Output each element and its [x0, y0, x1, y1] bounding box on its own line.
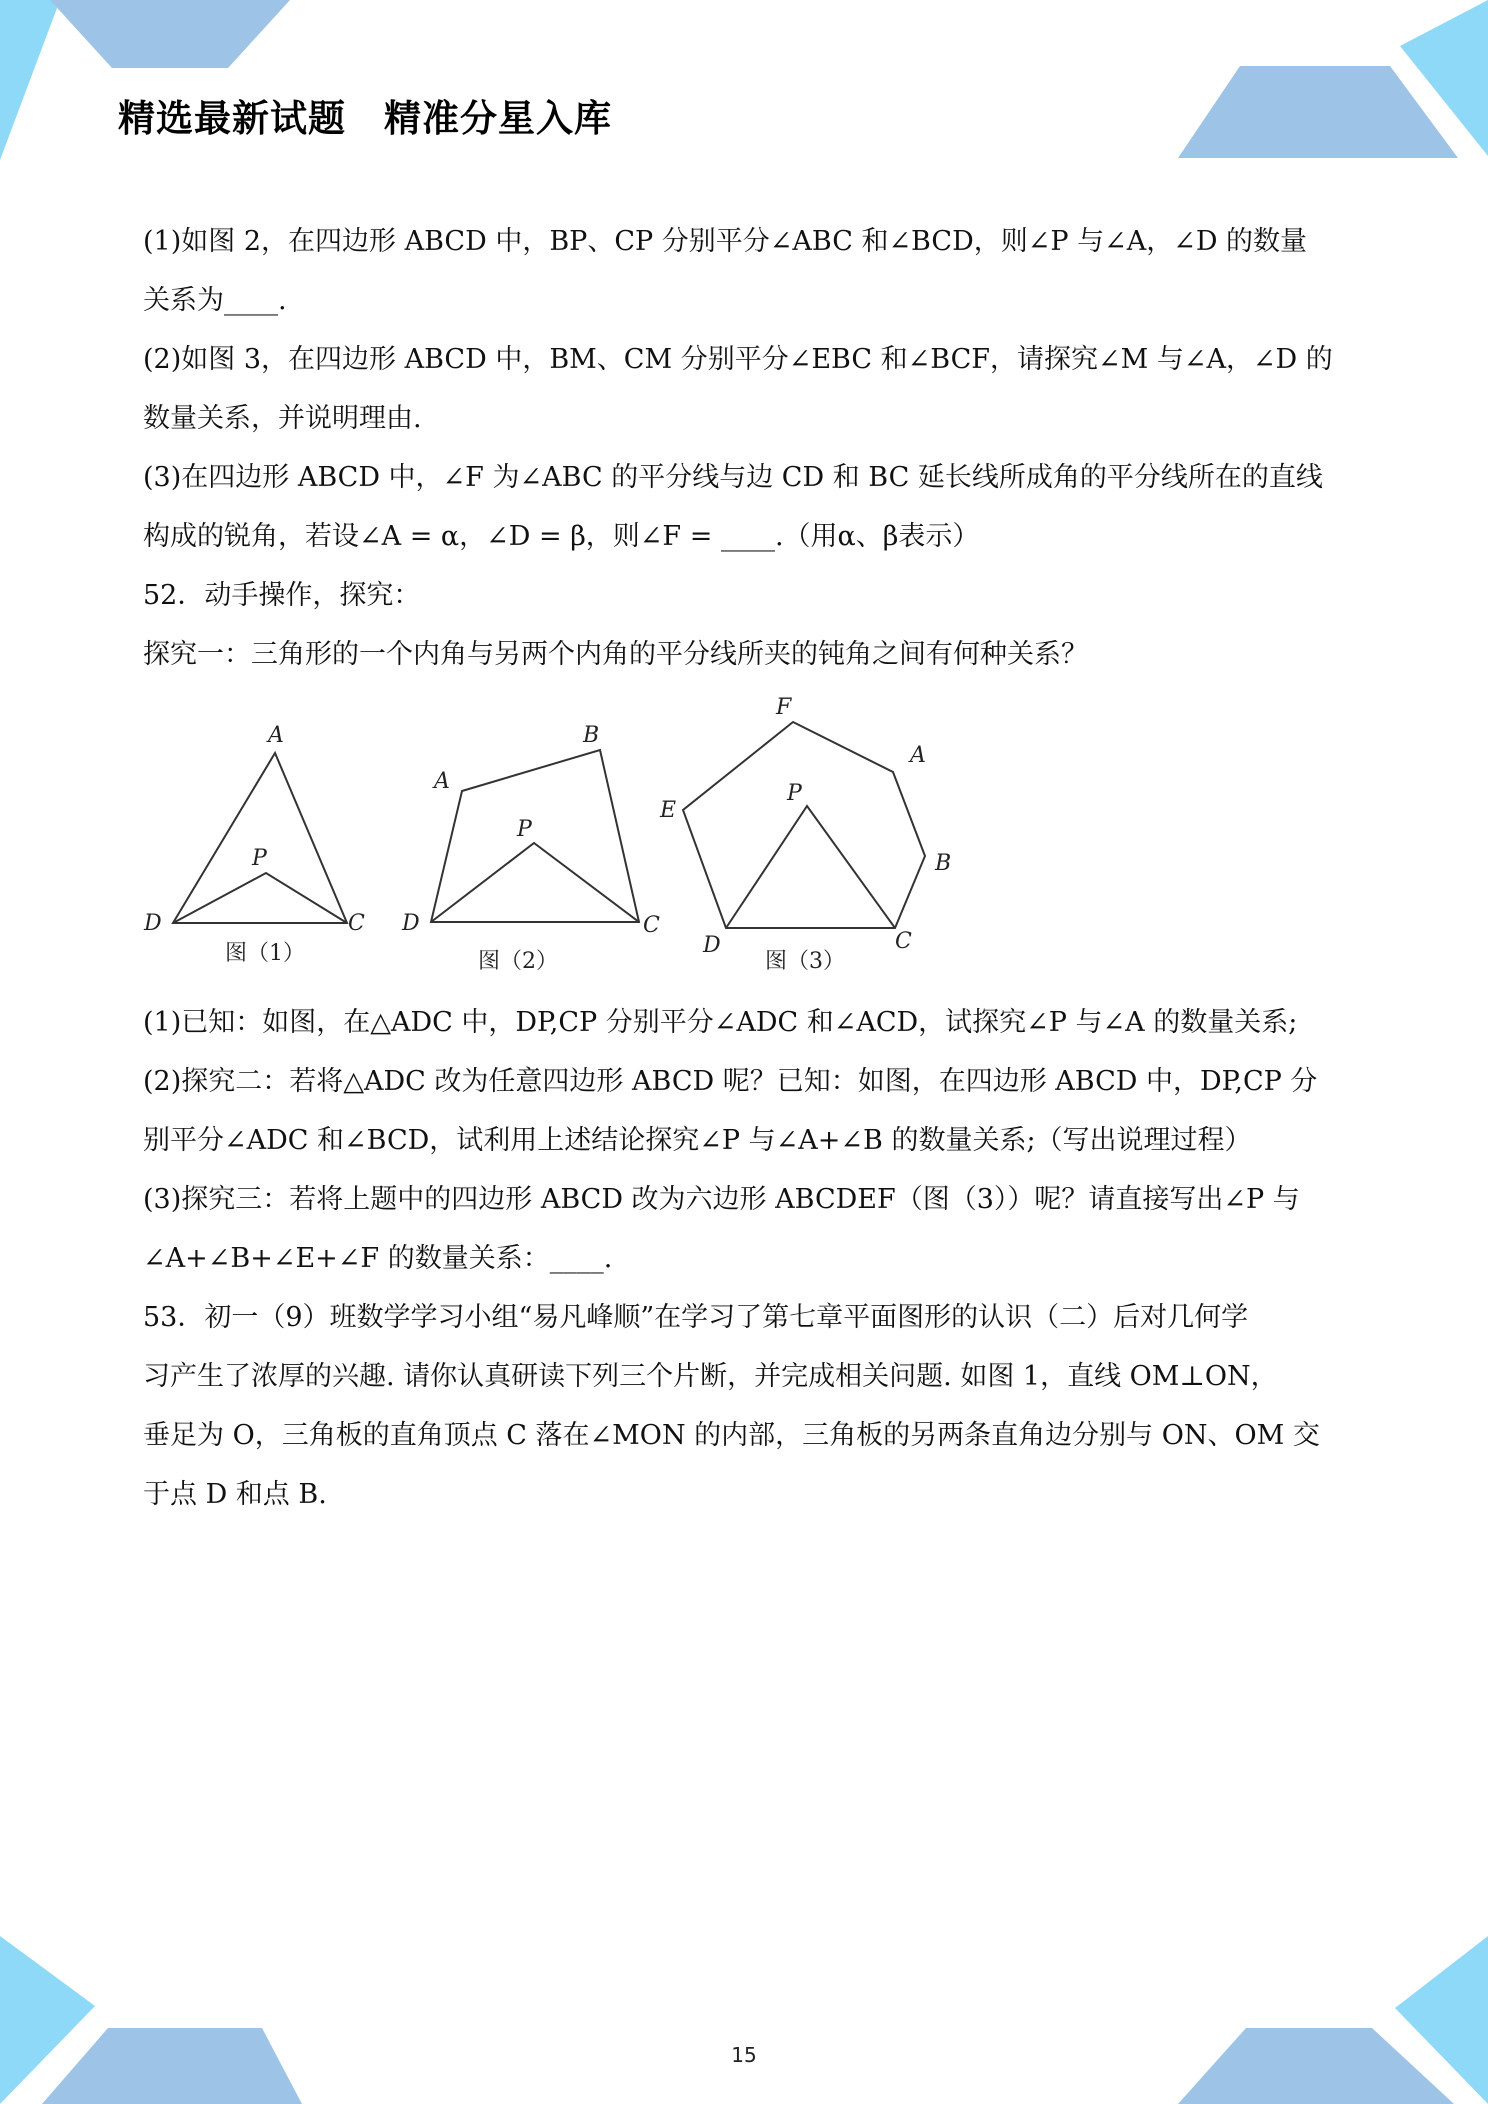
content-top [143, 212, 1348, 684]
text-line: ∠A+∠B+∠E+∠F 的数量关系：____. [143, 1243, 613, 1274]
fig2-label-A: A [434, 769, 450, 794]
text-line: 垂足为 O，三角板的直角顶点 C 落在∠MON 的内部，三角板的另两条直角边分别与 ON、OM 交 [143, 1420, 1320, 1451]
text-line: (3)探究三：若将上题中的四边形 ABCD 改为六边形 ABCDEF（图（3））呢？请直接写出∠P 与 [143, 1184, 1300, 1215]
deco-bottom-left-triangle [0, 1936, 95, 2104]
fig3-label-P: P [787, 781, 802, 806]
fig1-label-P: P [252, 846, 267, 871]
text-line: 关系为____. [143, 285, 287, 316]
text-line: (1)如图 2，在四边形 ABCD 中，BP、CP 分别平分∠ABC 和∠BCD，则∠P 与∠A，∠D 的数量 [143, 226, 1308, 257]
text-line: (2)探究二：若将△ADC 改为任意四边形 ABCD 呢？已知：如图，在四边形 ABCD 中，DP,CP 分 [143, 1066, 1318, 1097]
fig2-label-B: B [583, 723, 600, 748]
text-line: (2)如图 3，在四边形 ABCD 中，BM、CM 分别平分∠EBC 和∠BCF，请探究∠M 与∠A，∠D 的 [143, 344, 1333, 375]
fig2-label-C: C [643, 913, 660, 938]
fig2-caption: 图（2） [478, 949, 558, 974]
fig3-label-E: E [660, 798, 677, 823]
fig2-label-D: D [402, 911, 420, 936]
text-line: 53．初一（9）班数学学习小组“易凡峰顺”在学习了第七章平面图形的认识（二）后对几何学 [143, 1302, 1249, 1333]
deco-top-left-triangle [0, 0, 60, 160]
fig3-label-B: B [935, 851, 952, 876]
text-line: 52．动手操作，探究： [143, 580, 421, 611]
deco-bottom-right-triangle [1395, 1936, 1488, 2104]
content-bottom [143, 993, 1348, 1524]
fig1-label-D: D [144, 911, 162, 936]
fig1-triangle [173, 753, 347, 923]
text-line: (1)已知：如图，在△ADC 中，DP,CP 分别平分∠ADC 和∠ACD，试探究∠P 与∠A 的数量关系; [143, 1007, 1298, 1038]
fig3-label-D: D [703, 933, 721, 958]
fig3-bisectors [726, 806, 895, 928]
fig3-caption: 图（3） [765, 949, 845, 974]
fig2-quadrilateral [431, 750, 639, 922]
deco-top-right-trapezoid [1178, 66, 1458, 158]
text-line: 于点 D 和点 B. [143, 1479, 327, 1510]
text-line: 数量关系，并说明理由. [143, 403, 422, 434]
text-line: 构成的锐角，若设∠A = α，∠D = β，则∠F = ____.（用α、β表示） [143, 521, 980, 552]
fig2-label-P: P [517, 817, 532, 842]
figure-3 [683, 722, 925, 928]
figure-2 [431, 750, 639, 922]
text-line: (3)在四边形 ABCD 中，∠F 为∠ABC 的平分线与边 CD 和 BC 延长线所成角的平分线所在的直线 [143, 462, 1323, 493]
figure-1-labels [143, 723, 365, 936]
fig2-bisectors [431, 843, 639, 922]
page-number: 15 [731, 2043, 757, 2067]
figure-2-labels [401, 723, 660, 938]
fig3-label-F: F [776, 695, 792, 720]
header-title: 精选最新试题 精准分星入库 [118, 97, 612, 140]
text-line: 习产生了浓厚的兴趣. 请你认真研读下列三个片断，并完成相关问题. 如图 1，直线 OM⊥ON， [143, 1361, 1278, 1392]
fig1-label-A: A [268, 723, 284, 748]
text-line: 别平分∠ADC 和∠BCD，试利用上述结论探究∠P 与∠A+∠B 的数量关系;（写出说理过程） [143, 1125, 1252, 1156]
text-line: 探究一：三角形的一个内角与另两个内角的平分线所夹的钝角之间有何种关系？ [143, 639, 1088, 670]
fig3-hexagon [683, 722, 925, 928]
fig1-label-C: C [348, 911, 365, 936]
deco-top-right-triangle [1400, 0, 1488, 156]
figures-diagram [140, 690, 980, 980]
fig1-caption: 图（1） [225, 941, 305, 966]
figure-3-labels [659, 695, 951, 958]
fig3-label-C: C [895, 929, 912, 954]
figure-1 [173, 753, 347, 923]
fig3-label-A: A [910, 743, 926, 768]
deco-top-left-trapezoid [50, 0, 290, 68]
